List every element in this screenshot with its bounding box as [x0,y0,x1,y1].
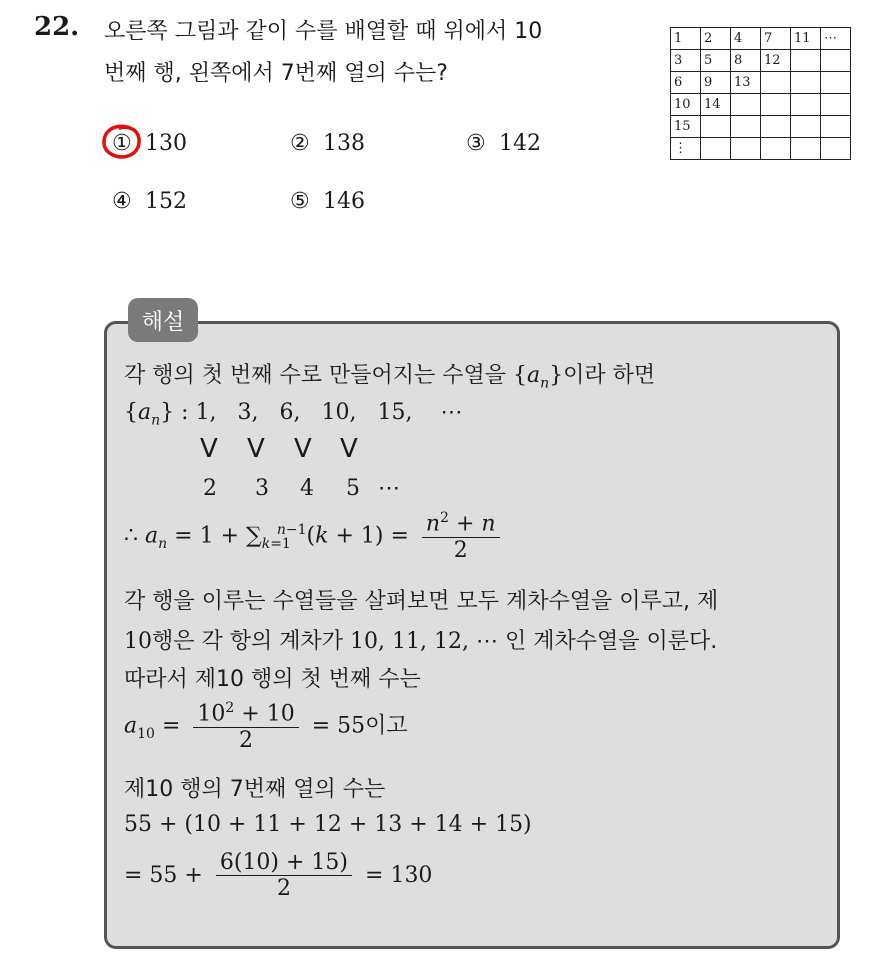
difference-value: 2 [203,476,217,501]
grid-cell [821,116,851,138]
a10-value: = 55 [311,713,366,739]
choice-5-value: 146 [323,189,365,214]
seq-value: 15, [377,400,413,425]
grid-cell [761,72,791,94]
grid-cell: 5 [701,50,731,72]
sequence-line [124,400,462,428]
sequence-symbol: $\{a_n\}$ [513,363,564,392]
choice-4[interactable] [112,189,187,214]
formula-fraction: $\frac{n^2 + n}{2}$ [422,510,500,563]
grid-cell [791,50,821,72]
solution-line-1-text: 각 행의 첫 번째 수로 만들어지는 수열을 [124,363,506,388]
grid-cell: 2 [701,28,731,50]
difference-value: 4 [300,476,314,501]
grid-row [671,138,851,160]
difference-mark: V [247,434,265,464]
difference-value: 5 [346,476,360,501]
grid-cell [791,72,821,94]
choice-2-mark: ② [290,131,310,156]
choice-3[interactable] [466,131,541,156]
grid-cell: 1 [671,28,701,50]
solution-line-8: 제10 행의 7번째 열의 수는 [124,777,386,802]
a10-fraction: $\frac{10^2 + 10}{2}$ [193,700,298,753]
choice-1[interactable] [112,131,187,156]
grid-cell: 7 [761,28,791,50]
solution-line-4: 각 행을 이루는 수열들을 살펴보면 모두 계차수열을 이루고, 제 [124,589,719,614]
grid-cell: 11 [791,28,821,50]
seq-value: 1, [195,400,217,425]
grid-cell: 8 [731,50,761,72]
grid-cell [731,138,761,160]
difference-list: 10, 11, 12, ⋯ [350,629,498,654]
seq-value: 10, [321,400,357,425]
seq-value: ⋯ [440,400,463,425]
question-number: 22. [34,12,80,42]
solution-line-9: 55 + (10 + 11 + 12 + 13 + 14 + 15) [124,812,532,837]
final-prefix: = 55 + [124,862,203,888]
final-formula [124,850,432,902]
grid-cell [791,138,821,160]
grid-cell [731,94,761,116]
grid-cell [701,116,731,138]
grid-cell: 4 [731,28,761,50]
grid-row [671,28,851,50]
number-grid [670,27,851,160]
solution-line-5-tail: 인 계차수열을 이룬다. [504,629,718,654]
grid-cell [821,138,851,160]
solution-line-1 [124,358,655,391]
solution-line-5-text: 행은 각 항의 계차가 [152,629,343,654]
a10-formula: $a_{10}$ = $\frac{10^2 + 10}{2}$ = 55이고 [124,700,408,753]
grid-row [671,72,851,94]
grid-cell: 14 [701,94,731,116]
solution-line-5 [124,624,717,655]
grid-cell: ⋮ [671,138,701,160]
final-answer: = 130 [365,862,433,888]
grid-cell [821,94,851,116]
grid-cell [701,138,731,160]
grid-cell: 10 [671,94,701,116]
choice-4-mark: ④ [112,189,132,214]
therefore-symbol: ∴ [124,523,138,549]
grid-cell [791,94,821,116]
difference-value: ⋯ [378,476,400,501]
general-term-formula: ∴ $a_n = 1 + \sum_{k=1}^{n-1}(k + 1)$ = $\frac{n^2 + n}{2}$ [124,510,506,563]
grid-cell: 12 [761,50,791,72]
grid-cell [761,116,791,138]
row-number: 10 [124,629,152,654]
choice-1-value: 130 [145,131,187,156]
question-text-line1: 오른쪽 그림과 같이 수를 배열할 때 위에서 10 [104,19,543,44]
a10-tail: 이고 [365,713,408,739]
choice-1-mark: ① [112,131,132,156]
grid-cell [821,72,851,94]
grid-cell: 3 [671,50,701,72]
grid-row [671,94,851,116]
difference-mark: V [294,434,312,464]
grid-cell [791,116,821,138]
choice-5[interactable] [290,189,365,214]
grid-cell [761,138,791,160]
grid-cell [731,116,761,138]
grid-cell: 15 [671,116,701,138]
solution-line-6: 따라서 제10 행의 첫 번째 수는 [124,667,421,692]
final-fraction: $\frac{6(10) + 15)}{2}$ [216,850,352,902]
choice-2-value: 138 [323,131,365,156]
difference-mark: V [200,434,218,464]
question-text-line2: 번째 행, 왼쪽에서 7번째 열의 수는? [104,61,448,86]
grid-cell: 9 [701,72,731,94]
grid-row [671,116,851,138]
difference-mark: V [340,434,358,464]
grid-cell: ⋯ [821,28,851,50]
difference-value: 3 [255,476,269,501]
grid-cell: 13 [731,72,761,94]
choice-2[interactable] [290,131,365,156]
choice-4-value: 152 [145,189,187,214]
sequence-label: $\{a_n\}$ : [124,400,196,429]
seq-value: 3, [237,400,259,425]
choice-3-value: 142 [499,131,541,156]
grid-cell: 6 [671,72,701,94]
seq-value: 6, [279,400,301,425]
choice-5-mark: ⑤ [290,189,310,214]
grid-cell [821,50,851,72]
choice-3-mark: ③ [466,131,486,156]
grid-cell [761,94,791,116]
solution-line-1-tail: 이라 하면 [563,363,656,388]
solution-tab: 해설 [128,298,198,342]
grid-row [671,50,851,72]
